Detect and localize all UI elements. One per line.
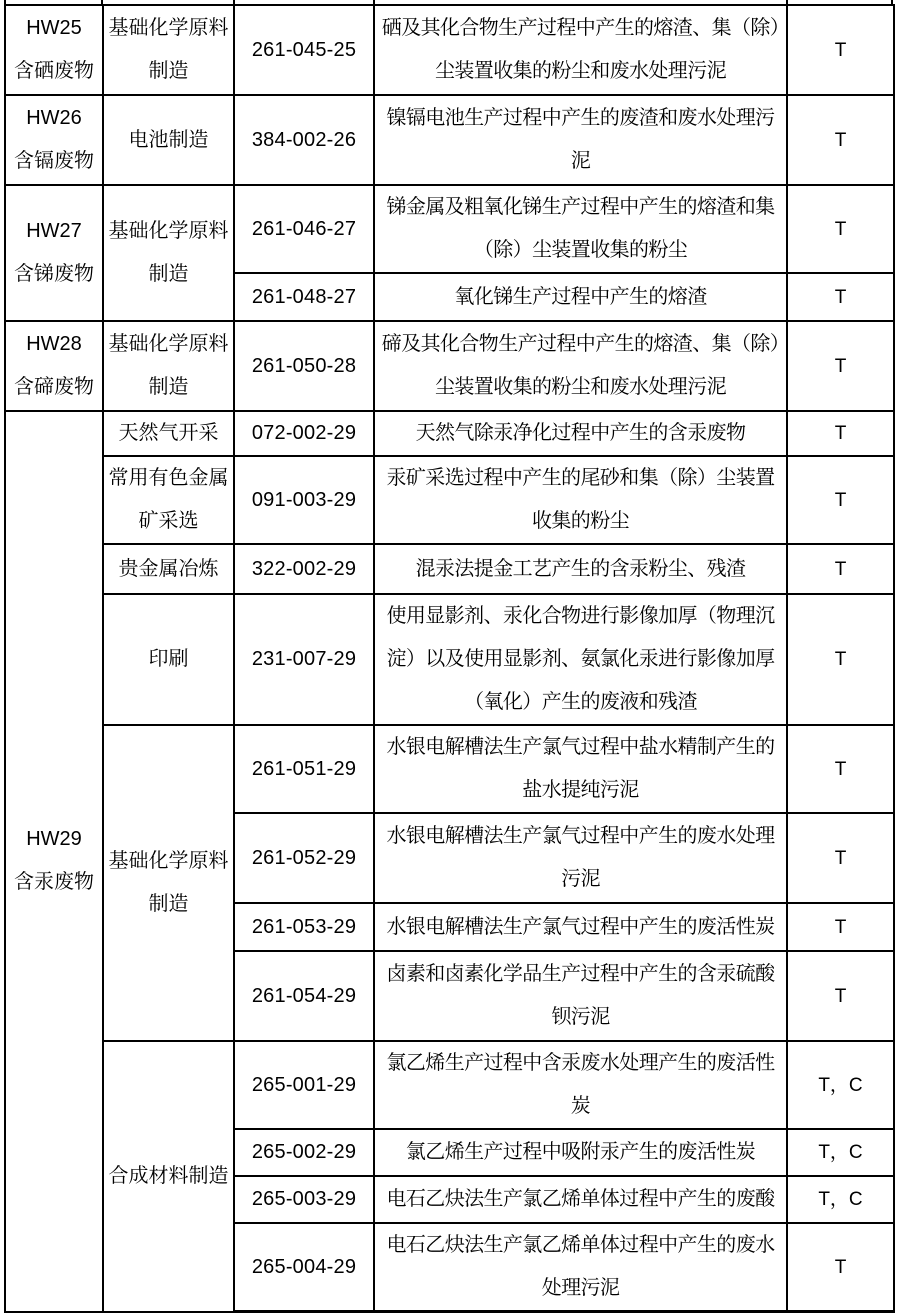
description-cell: 镍镉电池生产过程中产生的废渣和废水处理污泥 (374, 95, 787, 185)
property-cell: T (787, 813, 894, 903)
waste-code-cell: 261-045-25 (234, 5, 374, 95)
table-row (5, 95, 894, 185)
property-cell: T (787, 1223, 894, 1312)
description-cell: 氯乙烯生产过程中吸附汞产生的废活性炭 (374, 1129, 787, 1176)
description-cell: 使用显影剂、汞化合物进行影像加厚（物理沉淀）以及使用显影剂、氨氯化汞进行影像加厚（氧化）产生的废液和残渣 (374, 594, 787, 725)
property-cell: T (787, 273, 894, 321)
waste-code-cell: 384-002-26 (234, 95, 374, 185)
property-cell: T (787, 456, 894, 544)
grid-line-stub (101, 0, 103, 5)
description-cell: 氧化锑生产过程中产生的熔渣 (374, 273, 787, 321)
hazardous-waste-table (4, 4, 895, 1313)
category-id: HW26 (26, 107, 82, 129)
category-cell (5, 411, 103, 1312)
category-name: 含碲废物 (14, 376, 94, 398)
property-cell: T (787, 544, 894, 594)
waste-code-cell: 322-002-29 (234, 544, 374, 594)
industry-cell: 基础化学原料制造 (103, 725, 234, 1041)
waste-code-cell: 091-003-29 (234, 456, 374, 544)
property-cell: T (787, 5, 894, 95)
industry-cell: 天然气开采 (103, 411, 234, 456)
description-cell: 水银电解槽法生产氯气过程中产生的废水处理污泥 (374, 813, 787, 903)
category-name: 含锑废物 (14, 263, 94, 285)
description-cell: 硒及其化合物生产过程中产生的熔渣、集（除）尘装置收集的粉尘和废水处理污泥 (374, 5, 787, 95)
grid-line-stub (891, 0, 893, 5)
category-id: HW29 (26, 828, 82, 851)
industry-cell: 电池制造 (103, 95, 234, 185)
category-name: 含镉废物 (14, 150, 94, 172)
description-cell: 水银电解槽法生产氯气过程中盐水精制产生的盐水提纯污泥 (374, 725, 787, 813)
table-row (5, 321, 894, 411)
grid-line-stub (233, 0, 235, 5)
table-row (5, 594, 894, 725)
industry-cell: 基础化学原料制造 (103, 5, 234, 95)
category-id: HW27 (26, 220, 82, 242)
waste-code-cell: 261-051-29 (234, 725, 374, 813)
category-name: 含硒废物 (14, 60, 94, 82)
industry-cell: 基础化学原料制造 (103, 321, 234, 411)
category-cell (5, 5, 103, 95)
waste-code-cell: 265-002-29 (234, 1129, 374, 1176)
waste-code-cell: 265-004-29 (234, 1223, 374, 1312)
industry-cell: 基础化学原料制造 (103, 185, 234, 321)
table-row (5, 544, 894, 594)
property-cell: T (787, 321, 894, 411)
description-cell: 碲及其化合物生产过程中产生的熔渣、集（除）尘装置收集的粉尘和废水处理污泥 (374, 321, 787, 411)
waste-code-cell: 072-002-29 (234, 411, 374, 456)
waste-code-cell: 261-052-29 (234, 813, 374, 903)
table-row (5, 725, 894, 813)
description-cell: 天然气除汞净化过程中产生的含汞废物 (374, 411, 787, 456)
property-cell: T (787, 95, 894, 185)
description-cell: 电石乙炔法生产氯乙烯单体过程中产生的废水处理污泥 (374, 1223, 787, 1312)
industry-cell: 贵金属冶炼 (103, 544, 234, 594)
property-cell: T (787, 185, 894, 273)
waste-code-cell: 261-048-27 (234, 273, 374, 321)
property-cell: T，C (787, 1129, 894, 1176)
table-row (5, 5, 894, 95)
catalog-table-wrapper (4, 0, 895, 1313)
table-row (5, 1041, 894, 1129)
property-cell: T (787, 951, 894, 1041)
waste-code-cell: 261-050-28 (234, 321, 374, 411)
waste-code-cell: 261-046-27 (234, 185, 374, 273)
category-cell (5, 95, 103, 185)
category-id: HW25 (26, 17, 82, 39)
description-cell: 氯乙烯生产过程中含汞废水处理产生的废活性炭 (374, 1041, 787, 1129)
industry-cell: 合成材料制造 (103, 1041, 234, 1312)
description-cell: 电石乙炔法生产氯乙烯单体过程中产生的废酸 (374, 1176, 787, 1223)
waste-code-cell: 265-001-29 (234, 1041, 374, 1129)
industry-cell: 印刷 (103, 594, 234, 725)
waste-code-cell: 231-007-29 (234, 594, 374, 725)
description-cell: 混汞法提金工艺产生的含汞粉尘、残渣 (374, 544, 787, 594)
property-cell: T (787, 594, 894, 725)
property-cell: T (787, 903, 894, 951)
industry-cell: 常用有色金属矿采选 (103, 456, 234, 544)
description-cell: 卤素和卤素化学品生产过程中产生的含汞硫酸钡污泥 (374, 951, 787, 1041)
table-row (5, 411, 894, 456)
description-cell: 锑金属及粗氧化锑生产过程中产生的熔渣和集（除）尘装置收集的粉尘 (374, 185, 787, 273)
waste-code-cell: 261-053-29 (234, 903, 374, 951)
grid-line-stub (786, 0, 788, 5)
property-cell: T (787, 725, 894, 813)
grid-line-stub (4, 0, 6, 5)
category-name: 含汞废物 (14, 871, 94, 894)
waste-code-cell: 265-003-29 (234, 1176, 374, 1223)
table-row (5, 185, 894, 273)
property-cell: T (787, 411, 894, 456)
category-id: HW28 (26, 333, 82, 355)
property-cell: T，C (787, 1041, 894, 1129)
description-cell: 汞矿采选过程中产生的尾砂和集（除）尘装置收集的粉尘 (374, 456, 787, 544)
table-row (5, 456, 894, 544)
category-cell (5, 185, 103, 321)
waste-code-cell: 261-054-29 (234, 951, 374, 1041)
grid-line-stub (373, 0, 375, 5)
category-cell (5, 321, 103, 411)
description-cell: 水银电解槽法生产氯气过程中产生的废活性炭 (374, 903, 787, 951)
property-cell: T，C (787, 1176, 894, 1223)
